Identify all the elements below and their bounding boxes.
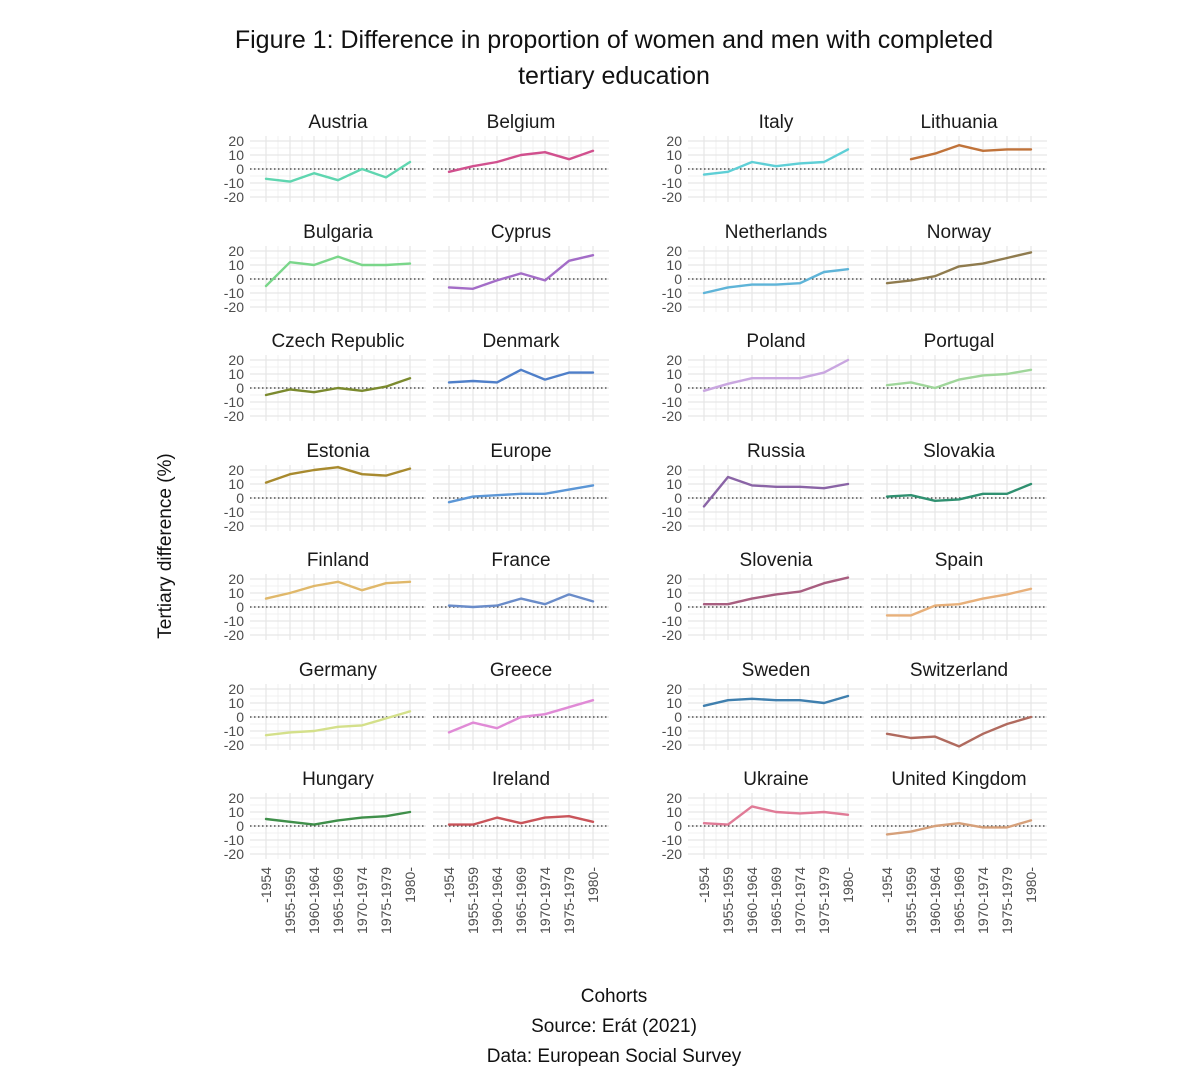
x-tick-label: 1955-1959 bbox=[282, 867, 298, 934]
panel-slovenia bbox=[662, 550, 864, 643]
panel-ukraine bbox=[662, 769, 864, 934]
y-tick-label: -20 bbox=[223, 299, 244, 315]
panel-title: Europe bbox=[490, 441, 552, 462]
x-tick-label: 1955-1959 bbox=[903, 867, 919, 934]
y-tick-label: 10 bbox=[228, 366, 244, 382]
y-tick-label: 0 bbox=[674, 271, 682, 287]
panel-title: Netherlands bbox=[724, 222, 828, 243]
y-tick-label: -20 bbox=[661, 299, 682, 315]
panel-title: Finland bbox=[306, 550, 370, 571]
x-tick-label: 1955-1959 bbox=[720, 867, 736, 934]
panel-title: Cyprus bbox=[490, 222, 552, 243]
y-tick-label: 0 bbox=[236, 818, 244, 834]
x-tick-label: -1954 bbox=[696, 867, 712, 903]
panel-title: Spain bbox=[934, 550, 984, 571]
y-tick-label: 10 bbox=[666, 695, 682, 711]
panel-portugal bbox=[871, 331, 1047, 421]
panel-united-kingdom bbox=[871, 769, 1047, 934]
y-tick-label: 0 bbox=[674, 161, 682, 177]
y-tick-label: 10 bbox=[666, 585, 682, 601]
panel-russia bbox=[662, 441, 864, 534]
x-axis-title: Cohorts bbox=[580, 986, 648, 1007]
panel-netherlands bbox=[662, 222, 864, 315]
y-tick-label: -10 bbox=[223, 723, 244, 739]
panel-title: Norway bbox=[926, 222, 992, 243]
y-tick-label: -10 bbox=[223, 613, 244, 629]
y-tick-label: -20 bbox=[661, 518, 682, 534]
panel-title: Slovakia bbox=[923, 441, 995, 462]
x-tick-label: 1980- bbox=[1023, 867, 1039, 903]
y-tick-label: -10 bbox=[223, 175, 244, 191]
y-tick-label: 0 bbox=[674, 380, 682, 396]
x-tick-label: 1970-1974 bbox=[354, 867, 370, 934]
y-tick-label: 10 bbox=[666, 804, 682, 820]
y-tick-label: -10 bbox=[661, 504, 682, 520]
x-tick-label: 1955-1959 bbox=[465, 867, 481, 934]
y-tick-label: -10 bbox=[661, 285, 682, 301]
x-tick-label: 1975-1979 bbox=[378, 867, 394, 934]
y-tick-label: -10 bbox=[223, 285, 244, 301]
panel-title: Russia bbox=[746, 441, 806, 462]
x-tick-label: -1954 bbox=[258, 867, 274, 903]
y-tick-label: -10 bbox=[661, 394, 682, 410]
y-tick-label: 0 bbox=[236, 490, 244, 506]
panel-denmark bbox=[433, 331, 609, 421]
y-tick-label: -10 bbox=[661, 723, 682, 739]
y-tick-label: -20 bbox=[223, 408, 244, 424]
panel-title: Austria bbox=[308, 112, 368, 133]
y-tick-label: 10 bbox=[666, 366, 682, 382]
y-tick-label: -20 bbox=[223, 737, 244, 753]
y-tick-label: 20 bbox=[666, 462, 682, 478]
panel-sweden bbox=[662, 660, 864, 753]
x-tick-label: 1970-1974 bbox=[975, 867, 991, 934]
x-tick-label: 1960-1964 bbox=[306, 867, 322, 934]
y-tick-label: 10 bbox=[666, 147, 682, 163]
y-tick-label: 20 bbox=[666, 243, 682, 259]
y-tick-label: 20 bbox=[228, 571, 244, 587]
x-tick-label: 1970-1974 bbox=[537, 867, 553, 934]
panel-title: Portugal bbox=[923, 331, 995, 352]
panel-title: Lithuania bbox=[920, 112, 998, 133]
y-tick-label: 10 bbox=[228, 147, 244, 163]
panel-title: Czech Republic bbox=[271, 331, 405, 352]
panel-title: Denmark bbox=[482, 331, 560, 352]
x-tick-label: 1980- bbox=[585, 867, 601, 903]
y-tick-label: 0 bbox=[674, 709, 682, 725]
y-tick-label: 20 bbox=[228, 352, 244, 368]
y-tick-label: 0 bbox=[236, 161, 244, 177]
panel-title: Greece bbox=[489, 660, 553, 681]
y-tick-label: 20 bbox=[228, 681, 244, 697]
y-tick-label: -20 bbox=[661, 408, 682, 424]
y-tick-label: 20 bbox=[666, 571, 682, 587]
y-tick-label: -10 bbox=[661, 613, 682, 629]
y-tick-label: 20 bbox=[228, 133, 244, 149]
x-tick-label: 1980- bbox=[402, 867, 418, 903]
figure-title-line2: tertiary education bbox=[518, 62, 710, 90]
y-tick-label: 10 bbox=[228, 585, 244, 601]
panel-germany bbox=[224, 660, 426, 753]
panel-spain bbox=[871, 550, 1047, 640]
y-tick-label: -10 bbox=[223, 504, 244, 520]
y-tick-label: 10 bbox=[228, 804, 244, 820]
x-tick-label: 1965-1969 bbox=[513, 867, 529, 934]
panel-switzerland bbox=[871, 660, 1047, 750]
x-tick-label: -1954 bbox=[879, 867, 895, 903]
panel-title: Belgium bbox=[486, 112, 556, 133]
panel-austria bbox=[224, 112, 426, 205]
panel-slovakia bbox=[871, 441, 1047, 531]
y-tick-label: -20 bbox=[223, 518, 244, 534]
y-axis-title: Tertiary difference (%) bbox=[155, 453, 176, 639]
y-tick-label: 10 bbox=[666, 476, 682, 492]
x-tick-label: 1965-1969 bbox=[768, 867, 784, 934]
panel-hungary bbox=[224, 769, 426, 934]
y-tick-label: -20 bbox=[661, 846, 682, 862]
y-tick-label: -20 bbox=[223, 846, 244, 862]
data-note: Data: European Social Survey bbox=[486, 1046, 742, 1067]
y-tick-label: 10 bbox=[666, 257, 682, 273]
y-tick-label: 0 bbox=[236, 709, 244, 725]
y-tick-label: 0 bbox=[674, 599, 682, 615]
y-tick-label: 10 bbox=[228, 695, 244, 711]
panel-title: United Kingdom bbox=[891, 769, 1027, 790]
y-tick-label: 0 bbox=[236, 380, 244, 396]
panel-ireland bbox=[433, 769, 609, 934]
source-note: Source: Erát (2021) bbox=[531, 1016, 697, 1037]
y-tick-label: -10 bbox=[661, 832, 682, 848]
y-tick-label: -20 bbox=[661, 627, 682, 643]
x-tick-label: 1960-1964 bbox=[489, 867, 505, 934]
panel-finland bbox=[224, 550, 426, 643]
y-tick-label: 0 bbox=[236, 599, 244, 615]
panel-title: Poland bbox=[746, 331, 806, 352]
y-tick-label: -10 bbox=[223, 394, 244, 410]
panel-greece bbox=[433, 660, 609, 750]
panel-estonia bbox=[224, 441, 426, 534]
x-tick-label: 1975-1979 bbox=[816, 867, 832, 934]
panel-lithuania bbox=[871, 112, 1047, 202]
y-tick-label: 10 bbox=[228, 476, 244, 492]
x-tick-label: 1975-1979 bbox=[561, 867, 577, 934]
y-tick-label: -20 bbox=[661, 189, 682, 205]
panel-title: Germany bbox=[298, 660, 378, 681]
panel-france bbox=[433, 550, 609, 640]
panel-bulgaria bbox=[224, 222, 426, 315]
panel-italy bbox=[662, 112, 864, 205]
y-tick-label: 20 bbox=[666, 790, 682, 806]
panel-belgium bbox=[433, 112, 609, 202]
panel-title: Bulgaria bbox=[303, 222, 373, 243]
y-tick-label: -20 bbox=[223, 627, 244, 643]
panel-cyprus bbox=[433, 222, 609, 312]
y-tick-label: 0 bbox=[674, 490, 682, 506]
y-tick-label: 20 bbox=[228, 243, 244, 259]
panel-title: France bbox=[491, 550, 551, 571]
panel-title: Ireland bbox=[491, 769, 551, 790]
x-tick-label: 1960-1964 bbox=[927, 867, 943, 934]
y-tick-label: 0 bbox=[674, 818, 682, 834]
panel-title: Switzerland bbox=[909, 660, 1009, 681]
y-tick-label: 20 bbox=[228, 790, 244, 806]
y-tick-label: 20 bbox=[666, 681, 682, 697]
x-tick-label: 1965-1969 bbox=[330, 867, 346, 934]
panel-title: Italy bbox=[758, 112, 794, 133]
panel-title: Slovenia bbox=[739, 550, 813, 571]
y-tick-label: -10 bbox=[223, 832, 244, 848]
figure-title-line1: Figure 1: Difference in proportion of women and men with completed bbox=[234, 26, 994, 54]
y-tick-label: -20 bbox=[223, 189, 244, 205]
y-tick-label: 20 bbox=[228, 462, 244, 478]
panel-title: Ukraine bbox=[743, 769, 809, 790]
panel-title: Sweden bbox=[741, 660, 811, 681]
x-tick-label: 1960-1964 bbox=[744, 867, 760, 934]
y-tick-label: 10 bbox=[228, 257, 244, 273]
y-tick-label: -20 bbox=[661, 737, 682, 753]
panel-title: Estonia bbox=[306, 441, 370, 462]
x-tick-label: -1954 bbox=[441, 867, 457, 903]
y-tick-label: 20 bbox=[666, 352, 682, 368]
panel-europe bbox=[433, 441, 609, 531]
x-tick-label: 1965-1969 bbox=[951, 867, 967, 934]
panel-title: Hungary bbox=[302, 769, 374, 790]
x-tick-label: 1980- bbox=[840, 867, 856, 903]
panel-poland bbox=[662, 331, 864, 424]
x-tick-label: 1970-1974 bbox=[792, 867, 808, 934]
y-tick-label: 20 bbox=[666, 133, 682, 149]
x-tick-label: 1975-1979 bbox=[999, 867, 1015, 934]
panel-czech-republic bbox=[224, 331, 426, 424]
y-tick-label: -10 bbox=[661, 175, 682, 191]
panel-norway bbox=[871, 222, 1047, 312]
y-tick-label: 0 bbox=[236, 271, 244, 287]
